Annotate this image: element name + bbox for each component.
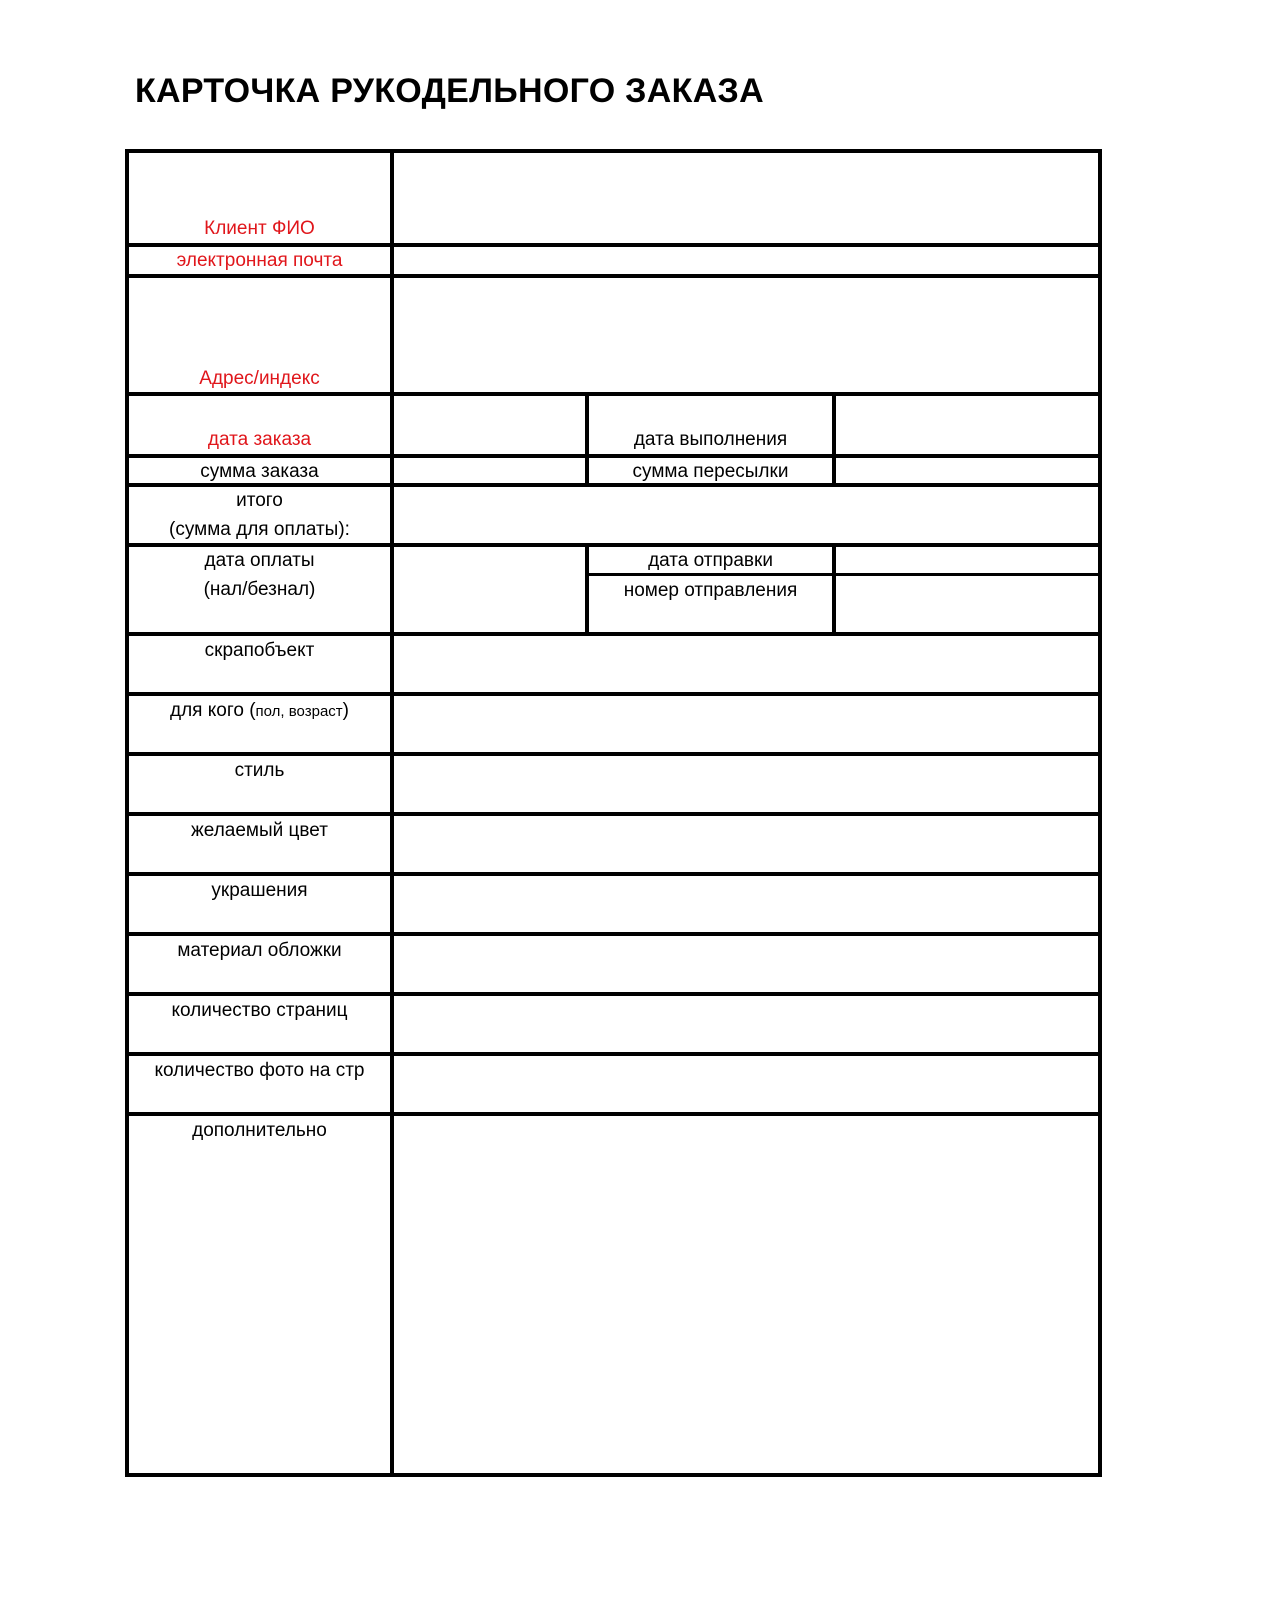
client-name-label: Клиент ФИО xyxy=(204,218,315,239)
tracking-number-field[interactable] xyxy=(836,576,1098,632)
tracking-number-label: номер отправления xyxy=(623,580,798,601)
style-field[interactable] xyxy=(394,756,1098,812)
shipping-date-label: дата отправки xyxy=(648,550,773,571)
order-date-field[interactable] xyxy=(394,396,585,454)
email-label: электронная почта xyxy=(176,250,343,271)
payment-date-field[interactable] xyxy=(394,547,585,632)
order-sum-label: сумма заказа xyxy=(200,461,319,482)
additional-label: дополнительно xyxy=(192,1120,327,1141)
order-sum-field[interactable] xyxy=(394,458,585,483)
for-whom-label xyxy=(129,696,390,726)
payment-date-label-line2: (нал/безнал) xyxy=(203,579,316,600)
additional-field[interactable] xyxy=(394,1116,1098,1473)
order-date-label: дата заказа xyxy=(207,429,312,450)
page-title: КАРТОЧКА РУКОДЕЛЬНОГО ЗАКАЗА xyxy=(135,72,764,110)
for-whom-field[interactable] xyxy=(394,696,1098,752)
total-label-line2: (сумма для оплаты): xyxy=(169,519,350,540)
shipping-sum-field[interactable] xyxy=(836,458,1098,483)
decorations-field[interactable] xyxy=(394,876,1098,932)
total-label-line1: итого xyxy=(236,490,283,511)
photos-per-page-field[interactable] xyxy=(394,1056,1098,1112)
table-border-bottom xyxy=(125,1473,1102,1477)
photos-per-page-label: количество фото на стр xyxy=(154,1060,365,1081)
style-label: стиль xyxy=(234,760,285,781)
for-whom-label-main: для кого ( xyxy=(170,700,256,721)
for-whom-label-close: ) xyxy=(342,700,349,721)
decorations-label: украшения xyxy=(211,880,308,901)
scrapobject-field[interactable] xyxy=(394,636,1098,692)
payment-date-label-line1: дата оплаты xyxy=(204,550,315,571)
pages-count-field[interactable] xyxy=(394,996,1098,1052)
address-field[interactable] xyxy=(394,278,1098,392)
client-name-field[interactable] xyxy=(394,153,1098,243)
pages-count-label: количество страниц xyxy=(171,1000,348,1021)
email-field[interactable] xyxy=(394,247,1098,274)
scrapobject-label: скрапобъект xyxy=(204,640,315,661)
address-label: Адрес/индекс xyxy=(199,368,320,389)
completion-date-field[interactable] xyxy=(836,396,1098,454)
desired-color-field[interactable] xyxy=(394,816,1098,872)
shipping-date-field[interactable] xyxy=(836,547,1098,573)
shipping-sum-label: сумма пересылки xyxy=(632,461,789,482)
completion-date-label: дата выполнения xyxy=(633,429,788,450)
total-field[interactable] xyxy=(394,487,1098,543)
desired-color-label: желаемый цвет xyxy=(191,820,328,841)
cover-material-label: материал обложки xyxy=(177,940,342,961)
cover-material-field[interactable] xyxy=(394,936,1098,992)
for-whom-label-hint: пол, возраст xyxy=(255,703,343,720)
